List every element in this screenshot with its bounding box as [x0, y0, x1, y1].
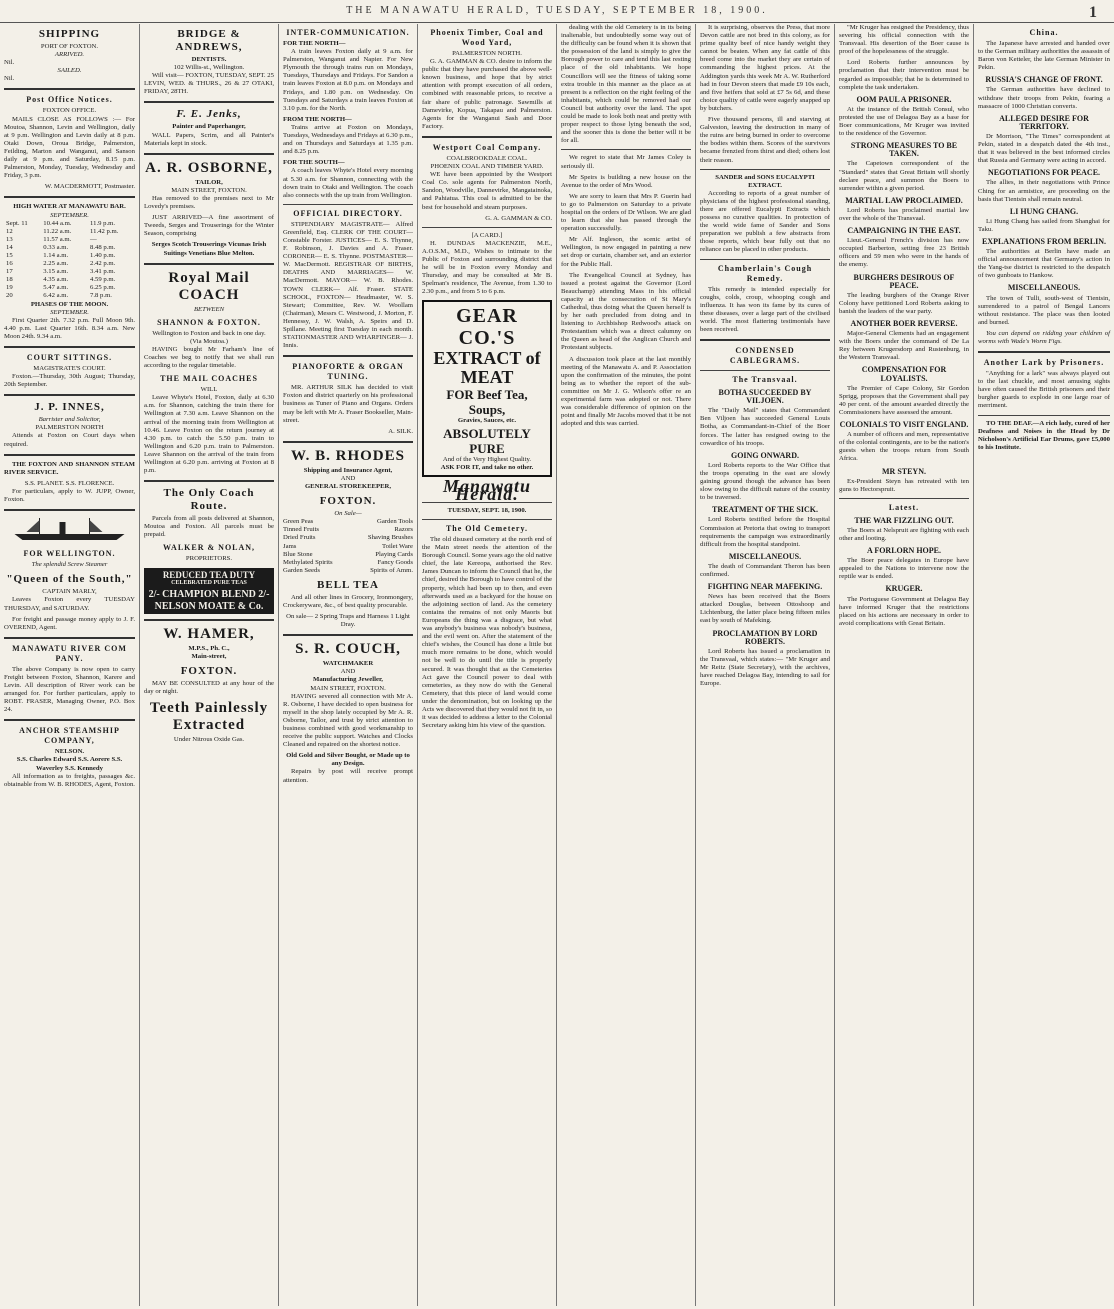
column-7 — [835, 24, 973, 1306]
post-office-heading: Post Office Notices. — [26, 95, 113, 105]
tide-row — [4, 244, 135, 252]
tide-cell: 5.47 a.m. — [43, 284, 69, 292]
tide-cell: 11.9 p.m. — [90, 219, 116, 227]
river-company-heading: MANAWATU RIVER COM PANY. — [12, 643, 127, 663]
goods-row — [283, 534, 413, 542]
goods-item: Dried Fruits — [283, 534, 316, 542]
news-paragraph: dealing with the old Cemetery is in its being inalienable, but undoubtedly some way out of the difficulty can be found when it is shown that the possession of the land is simply to give the Borough power to care and tend this last resting place of the old inhabitants. We hope Councillors will see the fitness of taking some extra trouble in this manner as the place as at present is a reflection on the right feeling of the inhabitants, which could be removed had our Council but authority over the land. The spot could be made to look both neat and pretty with proper respect to those lying beneath the sod, and the sooner this is done the better will it be for all. — [561, 24, 691, 145]
rhodes-store: GENERAL STOREKEEPER, — [304, 483, 392, 491]
strong-heading: STRONG MEASURES TO BE TAKEN. — [850, 141, 958, 159]
goods-row — [283, 543, 413, 551]
masthead — [0, 0, 1114, 23]
mail-will: WILL — [200, 386, 218, 394]
treatment-heading: TREATMENT OF THE SICK. — [712, 505, 818, 515]
hamer-body: MAY BE CONSULTED at any hour of the day or night. — [144, 680, 274, 696]
royal-mail-heading: Royal Mail COACH — [168, 269, 250, 303]
goods-item: Garden Seeds — [283, 566, 320, 574]
tide-cell: 11.22 a.m. — [43, 227, 72, 235]
tide-row — [4, 236, 135, 244]
tea-advert — [144, 568, 274, 614]
mail-purchased: HAVING bought Mr Farham's line of Coaches we beg to notify that we shall run according to the regular timetable. — [144, 345, 274, 370]
piano-sign: A. SILK. — [388, 427, 413, 435]
couch-sub: WATCHMAKER — [322, 660, 374, 668]
column-4 — [418, 24, 556, 1306]
goods-item: Methylated Spirits — [283, 558, 333, 566]
moon-heading: PHASES OF THE MOON. — [30, 300, 109, 308]
sailed-nil: Nil. — [4, 75, 15, 83]
goods-item: Shaving Brushes — [367, 534, 413, 542]
bell-tea: BELL TEA — [317, 578, 379, 591]
from-north-label: FROM THE NORTH— — [283, 115, 352, 123]
tide-cell: 1.14 a.m. — [43, 251, 69, 259]
column-1 — [0, 24, 139, 1306]
goods-row — [283, 567, 413, 575]
court-body: Foxton.—Thursday, 30th August; Thursday, 20th September. — [4, 373, 135, 389]
oom-heading: OOM PAUL A PRISONER. — [856, 94, 952, 104]
jenks-body: WALL Papers, Scrim, and all Painter's Materials kept in stock. — [144, 131, 274, 147]
tide-row — [4, 268, 135, 276]
mail-coaches: THE MAIL COACHES — [160, 374, 258, 384]
fizzling-heading: THE WAR FIZZLING OUT. — [854, 515, 954, 525]
tea-title: REDUCED TEA DUTY — [162, 569, 256, 580]
forlorn-heading: A FORLORN HOPE. — [866, 546, 941, 556]
timber-body: G. A. GAMMAN & CO. desire to inform the public that they have purchased the above well-known business, and hope that by strict attention with prompt execution of all orders, combined with reasonable prices, to receive a fair share of public patronage. Sawmills at Damevirke, Kopua, Takapau and Palmerston. Agents for the Wanganui Sash and Door Factory. — [422, 58, 552, 130]
going-body: Lord Roberts reports to the War Office that the troops operating in the east are slowly gaining ground though the advance has been slow owing to the difficult nature of the country to be traversed. — [700, 461, 830, 502]
wade-advert: You can depend on ridding your children of worms with Wade's Worm Figs. — [978, 329, 1110, 345]
deaf-advert: TO THE DEAF.—A rich lady, cured of her Deafness and Noises in the Head by Dr Nicholson's Artificial Ear Drums, gave £5,000 to his Institute. — [978, 419, 1110, 451]
fighting-heading: FIGHTING NEAR MAFEKING. — [707, 582, 823, 592]
cablegrams-heading: CONDENSED CABLEGRAMS. — [729, 346, 801, 366]
couch-repair: Repairs by post will receive prompt attention. — [283, 768, 413, 784]
couch-and: AND — [340, 668, 356, 676]
fizzling-body: The Boers at Nelspruit are fighting with each other and looting. — [839, 526, 969, 542]
tide-row — [4, 292, 135, 300]
tide-cell: — — [90, 235, 97, 243]
north-body: A train leaves Foxton daily at 9 a.m. for Palmerston, Wanganui and Napier. For New Plymouth the through trains run on Mondays, Tuesdays, Thursdays and Fridays. For Sandon a train leaves Foxton at 8.0 p.m. on Mondays and Fridays, and 1.80 p.m. on Wednesday. On Tuesdays and Saturdays a train leaves Foxton at 3.10 p.m. for the North. — [283, 48, 413, 112]
gear-extract: EXTRACT of MEAT — [433, 348, 541, 388]
misc-heading: MISCELLANEOUS. — [728, 551, 802, 561]
hamer-sub: M.P.S., Ph. C., — [188, 644, 230, 652]
rhodes-sub: Shipping and Insurance Agent, — [303, 466, 393, 474]
tea-sub: CELEBRATED PURE TEAS — [171, 579, 247, 586]
china-body: The Japanese have arrested and handed over to the German military authorities the assassin of Baron von Ketteler, the late German Minister in Pekin. — [978, 40, 1110, 72]
goods-item: Blue Stone — [283, 550, 313, 558]
compensation-heading: COMPENSATION FOR LOYALISTS. — [861, 365, 947, 383]
gear-guarantee: ABSOLUTELY PURE — [443, 425, 531, 456]
tide-cell: 0.33 a.m. — [43, 243, 69, 251]
westport-body: WE have been appointed by the Westport Coal Co. sole agents for Palmerston North, Sandon, Woodville, Dannevirke, Mangatainoka, and Pahiatua. This coal is admitted to be the best for household and steam purposes. — [422, 171, 552, 211]
gear-quality: And of the Very Highest Quality. — [442, 455, 532, 463]
teeth-sub: Under Nitrous Oxide Gas. — [173, 736, 245, 744]
tide-cell: 6.42 a.m. — [43, 292, 69, 300]
compensation-body: The Premier of Cape Colony, Sir Gordon Sprigg, proposes that the Government shall pay 40 per cent. of the amount awarded directly the Commissioners have assessed the amount. — [839, 384, 969, 416]
anchor-town: NELSON. — [54, 748, 85, 756]
tide-cell: 16 — [6, 260, 13, 268]
tide-cell: 1.40 p.m. — [90, 251, 116, 259]
goods-item: Jams — [283, 542, 297, 550]
tide-cell: 10.44 a.m. — [43, 219, 72, 227]
tide-cell: 11.57 a.m. — [43, 235, 72, 243]
martial-body: Lord Roberts has proclaimed martial law over the whole of the Transvaal. — [839, 206, 969, 222]
osborne-arrived: JUST ARRIVED—A fine assortment of Tweeds, Serges and Trouserings for the Winter Season, comprising — [144, 214, 274, 238]
negotiations-heading: NEGOTIATIONS FOR PEACE. — [987, 168, 1101, 178]
tide-table — [4, 220, 135, 301]
goods-row — [283, 559, 413, 567]
south-body: A coach leaves Whyte's Hotel every morning at 5.30 a.m. for Shannon, connecting with the down train to Otaki and Wellington. The coach also connects with the up train from Wellington. — [283, 167, 413, 199]
tide-cell: 18 — [6, 276, 13, 284]
news-paragraph: Mr Alf. Ingleson, the scenic artist of Wellington, is now engaged in painting a new set drop or curtain, chamber set, and an exterior for the Public Hall. — [561, 236, 691, 268]
transvaal-heading: The Transvaal. — [732, 375, 798, 385]
steyn-heading: MR STEYN. — [881, 466, 926, 476]
rhodes-body: And all other lines in Grocery, Ironmongery, Crockeryware, &c., of best quality procurable. — [283, 593, 413, 609]
timber-town: PALMERSTON NORTH. — [452, 50, 522, 57]
sander-heading: SANDER and SONS EUCALYPTI EXTRACT. — [715, 173, 815, 189]
botha-body: The "Daily Mail" states that Commandant Ben Viljoen has succeeded General Louis Botha, as Commandant-in-Chief of the Boer forces. The latter has resigned owing to the cowardice of his troops. — [700, 407, 830, 447]
misc8-body: The town of Tulli, south-west of Tientsin, surrendered to a patrol of Bengal Lancers without resistance. The place was then looted and burned. — [978, 294, 1110, 326]
goods-item: Tinned Fruits — [283, 526, 319, 534]
steam-contact: For particulars, apply to W. JUPP, Owner, Foxton. — [4, 487, 135, 504]
tea-firm: NELSON MOATE & Co. — [154, 600, 264, 612]
going-heading: GOING ONWARD. — [730, 450, 799, 460]
postmaster: W. MACDERMOTT, Postmaster. — [44, 183, 135, 191]
column-8 — [974, 24, 1114, 1306]
westport-sub: COALBROOKDALE COAL. — [446, 154, 528, 162]
gear-title: GEAR CO.'S — [456, 305, 518, 350]
bridge-body: Will visit— FOXTON, TUESDAY, SEPT. 25 LEVIN, WED. & THURS., 26 & 27 OTAKI, FRIDAY, 28TH. — [144, 72, 274, 96]
arrived-nil: Nil. — [4, 59, 15, 67]
innes-sub: Barrister and Solicitor, — [38, 416, 101, 424]
news-paragraph: "Mr Kruger has resigned the Presidency, thus severing his official connection with the Transvaal. His desertion of the Boer cause is proof of the hopelessness of the struggle. — [839, 24, 969, 56]
couch-jeweller: Manufacturing Jeweller, — [313, 676, 383, 684]
anchor-body: All information as to freights, passages &c. obtainable from W. B. RHODES, Agent, Foxton. — [4, 772, 135, 788]
steyn-body: Ex-President Steyn has retreated with ten guns to Hectorspruit. — [839, 477, 969, 493]
issue-date: TUESDAY, SEPT. 18, 1900. — [447, 506, 527, 514]
tide-cell: 6.25 p.m. — [90, 284, 116, 292]
gear-for: FOR Beef Tea, Soups, — [446, 387, 528, 418]
queen-contact: For freight and passage money apply to J. F. OVEREND, Agent. — [4, 615, 135, 631]
mail-times: Leave Whyte's Hotel, Foxton, daily at 6.30 a.m. for Shannon, catching the train there for Wellington at 7.30 a.m. Leave Shannon on the arrival of the morning train from Wellington at 10.46. Leave Foxton on the return journey at 4.30 p.m. to catch the 5.50 p.m. train to Wellington and 6.20 p.m. train to Palmerston. Leave Shannon on the arrival of the train from Wellington at 6.20 p.m. arriving at Foxton at 8 p.m. — [144, 394, 274, 475]
goods-row — [283, 551, 413, 559]
strong-body: The Capetown correspondent of the "Standard" states that Great Britain will shortly declare peace, and summon the Boers to surrender within a given period. — [839, 160, 969, 192]
alleged-heading: ALLEGED DESIRE FOR TERRITORY. — [999, 113, 1089, 131]
alleged-body: Dr Morrison, "The Times" correspondent at Pekin, stated in a despatch dated the 4th inst., that it was believed in the best informed circles that Russia and Germany were acting in accord. — [978, 132, 1110, 165]
page-number: 1 — [1089, 4, 1100, 21]
tide-cell: 13 — [6, 235, 13, 243]
piano-body: MR. ARTHUR SILK has decided to visit Foxton and district quarterly on his professional business as Tuner of Piano and Organs. Orders may be left with Mr A. Fraser Bookseller, Main-street. — [283, 384, 413, 424]
post-office-body: MAILS CLOSE AS FOLLOWS :— For Moutoa, Shannon, Levin and Wellington, daily at 9 p.m. Wellington and Levin daily at 8 p.m. Otaki Down, Oroua Bridge, Palmerston, Feilding, Marton and Wanganui, and Sanson daily at 9 p.m. and Saturday, 8.15 p.m. Palmerston, Monday, Tuesday, Wednesday and Friday, 3 p.m. — [4, 115, 135, 180]
screw-steamer: The splendid Screw Steamer — [31, 561, 108, 569]
proclamation-body: Lord Roberts has issued a proclamation in the Transvaal, which states:— "Mr Kruger and Mr Reitz (State Secretary), with the archives, have reached Delagoa Bay, intending to sail for Europe. — [700, 647, 830, 688]
tide-row — [4, 260, 135, 268]
goods-item: Razors — [394, 526, 413, 534]
negotiations-body: The allies, in their negotiations with Prince Ching for an armistice, are proceeding on the basis that Tientsin shall remain neutral. — [978, 179, 1110, 203]
tide-cell: 12 — [6, 227, 13, 235]
goods-row — [283, 526, 413, 534]
bridge-address: 102 Willis-st., Wellington. — [173, 64, 245, 72]
gear-advert — [422, 300, 552, 476]
innes-town: PALMERSTON NORTH — [35, 424, 104, 432]
news-paragraph: A discussion took place at the last monthly meeting of the Manawatu A. and P. Association upon the confirmation of the minutes, the point being as to whether the report of the sub-committee on Mr J. G. Wilson's offer re an experimental farm was adopted or not. There was considerable difference of opinion on the point and finally Mr Jacobs moved that it be not adopted and this was carried. — [561, 355, 691, 428]
tide-cell: 7.8 p.m. — [90, 292, 112, 300]
osborne-body: Has removed to the premises next to Mr Lovedy's premises. — [144, 194, 274, 211]
westport-line: PHOENIX COAL AND TIMBER YARD. — [430, 163, 544, 171]
steam-service-heading: THE FOXTON AND SHANNON STEAM RIVER SERVICE. — [4, 460, 135, 476]
campaign-heading: CAMPAIGNING IN THE EAST. — [847, 226, 961, 236]
tide-row — [4, 220, 135, 228]
lark-heading: Another Lark by Prisoners. — [983, 358, 1105, 368]
martial-heading: MARTIAL LAW PROCLAIMED. — [845, 195, 963, 205]
osborne-town: MAIN STREET, FOXTON. — [171, 186, 247, 194]
tide-row — [4, 284, 135, 292]
couch-gold: Old Gold and Silver Bought, or Made up to any Design. — [286, 752, 410, 768]
tide-cell: 11.42 p.m. — [90, 227, 119, 235]
chamberlain-heading: Chamberlain's Cough Remedy. — [717, 263, 813, 283]
mail-between: BETWEEN — [193, 305, 225, 313]
gear-ask: ASK FOR IT, and take no other. — [440, 463, 534, 471]
goods-item: Green Peas — [283, 518, 314, 526]
tide-row — [4, 228, 135, 236]
rhodes-onsale: On sale— 2 Spring Traps and Harness 1 Light Dray. — [286, 613, 410, 629]
tide-cell: 3.15 a.m. — [43, 268, 69, 276]
tide-cell: 3.41 p.m. — [90, 268, 116, 276]
reverse-heading: ANOTHER BOER REVERSE. — [850, 319, 958, 328]
hamer-heading: W. HAMER, — [163, 625, 255, 642]
colonials-body: A number of officers and men, representative of the colonial contingents, are to be the nation's guests when the troops return from South Africa. — [839, 431, 969, 463]
only-coach-body: Parcels from all posts delivered at Shannon, Moutoa and Foxton. All parcels must be prepaid. — [144, 515, 274, 539]
misc-body: The death of Commandant Theron has been confirmed. — [700, 562, 830, 578]
innes-heading: J. P. INNES, — [34, 401, 105, 414]
osborne-heading: A. R. OSBORNE, — [145, 159, 273, 176]
burghers-body: The leading burghers of the Orange River Colony have petitioned Lord Roberts asking to banish the leaders of the war party. — [839, 291, 969, 315]
rhodes-town: FOXTON. — [319, 495, 377, 508]
goods-item: Spirits of Amm. — [370, 566, 413, 574]
river-company-body: The above Company is now open to carry Freight between Foxton, Shannon, Karere and Levin. All description of River work can be arranged for. For further particulars, apply to ROBT. FRASER, Managing Owner, P.O. Box 24. — [4, 665, 135, 714]
piano-heading: PIANOFORTE & ORGAN TUNING. — [292, 362, 404, 382]
sailed-label: SAILED. — [57, 67, 82, 75]
treatment-body: Lord Roberts testified before the Hospital Commission at Pretoria that owing to transport requirements the campaign was extraordinarily difficult from the hospital standpoint. — [700, 516, 830, 548]
teeth-heading: Teeth Painlessly Extracted — [149, 700, 269, 734]
anchor-ships: S.S. Charles Edward S.S. Aorere S.S. Waverley S.S. Kennedy — [16, 756, 123, 772]
column-6 — [696, 24, 834, 1306]
chamberlain-body: This remedy is intended especially for coughs, colds, croup, whooping cough and influenza. It has won its fame by its cures of these diseases, over a large part of the civilised world. The most flattering testimonials have been received. — [700, 285, 830, 333]
news-paragraph: Lord Roberts further announces by proclamation that their intervention must be regarded as impossible; that he is determined to complete the task undertaken. — [839, 59, 969, 91]
burghers-heading: BURGHERS DESIROUS OF PEACE. — [853, 272, 955, 290]
steam-boats: S.S. PLANET. S.S. FLORENCE. — [24, 479, 115, 487]
tide-cell: 4.59 p.m. — [90, 276, 116, 284]
tea-champion: 2/- CHAMPION BLEND 2/- — [148, 588, 270, 600]
rhodes-sale: On Sale— — [334, 510, 362, 518]
rhodes-heading: W. B. RHODES — [291, 447, 405, 464]
botha-heading: BOTHA SUCCEEDED BY VILJOEN. — [718, 388, 812, 406]
berlin-heading: EXPLANATIONS FROM BERLIN. — [981, 236, 1107, 246]
tide-row — [4, 276, 135, 284]
captain: CAPTAIN MARLY, — [42, 588, 97, 596]
column-3 — [279, 24, 417, 1306]
proclamation-heading: PROCLAMATION BY LORD ROBERTS. — [712, 628, 818, 646]
goods-item: Garden Tools — [377, 518, 413, 526]
tide-heading: HIGH WATER AT MANAWATU BAR. — [13, 203, 126, 211]
herald-masthead: Manawatu Herald. — [442, 475, 532, 504]
tide-cell: Sept. 11 — [6, 219, 28, 227]
couch-town: MAIN STREET, FOXTON. — [310, 684, 386, 692]
news-paragraph: Five thousand persons, ill and starving at Galveston, leaving the destruction in many of the ruins are being burned in order to overcome the bodies within them. Scores of the survivors became frenzied from thirst and died; others lost their reason. — [700, 116, 830, 164]
westport-heading: Westport Coal Company. — [432, 142, 542, 152]
sander-body: According to reports of a great number of physicians of the highest professional standing, there are offered Eucalypti Extracts which possess no curative qualities. In protection of the world wide fame of Sander and Sons preparation we publish a few abstracts from those reports, which bear fully out that no reliance can be placed in other products. — [700, 189, 830, 254]
official-directory-heading: OFFICIAL DIRECTORY. — [293, 208, 403, 218]
news-paragraph: We are sorry to learn that Mrs P. Guerin had to go to Palmerston on Saturday to a private hospital on the orders of Dr Wilson. We are glad to learn that she has passed through the operation successfully. — [561, 192, 691, 233]
port-heading: PORT OF FOXTON. — [40, 43, 99, 50]
south-label: FOR THE SOUTH— — [283, 159, 345, 167]
russia-body: The German authorities have declined to withdraw their troops from Pekin, fearing a massacre of 1000 Christian converts. — [978, 86, 1110, 110]
steamship-icon — [4, 516, 135, 542]
couch-heading: S. R. COUCH, — [295, 641, 401, 658]
reverse-body: Major-General Clements had an engagement with the Boers under the command of De La Rey between Krugersdorp and Rustenburg, in the Western Transvaal. — [839, 330, 969, 362]
masthead-text: THE MANAWATU HERALD, TUESDAY, SEPTEMBER 18, 1900. — [346, 5, 768, 16]
goods-item: Fancy Goods — [377, 558, 413, 566]
goods-item: Playing Cards — [375, 550, 413, 558]
colonials-heading: COLONIALS TO VISIT ENGLAND. — [839, 420, 969, 430]
hamer-street: Main-street, — [191, 653, 227, 661]
tide-row — [4, 252, 135, 260]
walker-nolan: WALKER & NOLAN, — [162, 543, 256, 553]
arrived-label: ARRIVED. — [54, 51, 85, 59]
osborne-goods: Serges Scotch Trouserings Vicunas Irish Suitings Venetians Blue Melton. — [151, 241, 267, 257]
column-5 — [557, 24, 695, 1306]
news-paragraph: Mr Speirs is building a new house on the Avenue to the order of Mrs Wood. — [561, 173, 691, 189]
fighting-body: News has been received that the Boers attacked Douglas, between Ottoshoop and Lichtenburg, the latter place being fifteen miles east by south of Mafeking. — [700, 593, 830, 625]
campaign-body: Lieut.-General French's division has now occupied Barberton, setting free 23 British officers and 59 men who were in the hands of the enemy. — [839, 237, 969, 269]
misc8-heading: MISCELLANEOUS. — [1007, 283, 1081, 293]
li-hung-body: Li Hung Chang has sailed from Shanghai for Taku. — [978, 217, 1110, 233]
card-label: [A CARD.] — [471, 231, 503, 239]
tide-cell: 4.35 a.m. — [43, 276, 69, 284]
tide-cell: 20 — [6, 292, 13, 300]
tide-cell: 15 — [6, 251, 13, 259]
anchor-heading: ANCHOR STEAMSHIP COMPANY, — [19, 726, 120, 746]
official-directory-body: STIPENDIARY MAGISTRATE— Alfred Greenfield, Esq. CLERK OF THE COURT— Constable Forster. JUSTICES— E. S. Thynne, F. Robinson, J. Davies and A. Fraser. CORONER— E. S. Thynne. POSTMASTER— W. MacDermott. REGISTRAR OF BIRTHS, DEATHS AND MARRIAGES— W. MacDermott. MAYOR— W. B. Rhodes. TOWN CLERK— Alf. Fraser. STATE SCHOOL, FOXTON— Headmaster, W. S. Stewart; Committee, Rev. W. Woollam (Chairman), Messrs C. Westwood, J. Morton, F. Hennessy, J. W. Walsh, A. Speirs and D. Spillane. Meeting first Tuesday in each month. STATIONMASTER AND WHARFINGER— J. Innis. — [283, 220, 413, 350]
russia-heading: RUSSIA'S CHANGE OF FRONT. — [985, 75, 1103, 85]
mail-body: Wellington to Foxton and back in one day. — [152, 329, 266, 337]
moon-body: First Quarter 2th. 7.32 p.m. Full Moon 9th. 4.40 p.m. Last Quarter 16th. 8.34 a.m. New Moon 24th. 9.34 a.m. — [4, 316, 135, 340]
column-2 — [140, 24, 278, 1306]
forlorn-body: The Boer peace delegates in Europe have appealed to the Nations to intervene now the reptile war is ended. — [839, 557, 969, 581]
moon-month: SEPTEMBER. — [50, 308, 89, 316]
inter-communication-heading: INTER-COMMUNICATION. — [286, 28, 410, 37]
queen-of-south: "Queen of the South," — [6, 573, 133, 586]
goods-row — [283, 518, 413, 526]
li-hung-heading: LI HUNG CHANG. — [1009, 206, 1079, 216]
couch-body: HAVING severed all connection with Mr A. R. Osborne, I have decided to open business for myself in the shop lately occupied by Mr A. R. Osborne, Tailor, and trust by strict attention to business combined with good workmanship to receive the public support. Watches and Clocks Cleaned and repaired on the shortest notice. — [283, 692, 413, 749]
goods-item: Toilet Ware — [382, 542, 413, 550]
latest-heading: Latest. — [888, 502, 920, 512]
hamer-town: FOXTON. — [180, 665, 238, 678]
news-paragraph: We regret to state that Mr James Coley is seriously ill. — [561, 154, 691, 170]
kruger-heading: KRUGER. — [885, 584, 923, 594]
court-sub: MAGISTRATE'S COURT. — [33, 365, 106, 372]
rhodes-goods-list — [283, 518, 413, 575]
tide-cell: 2.42 p.m. — [90, 260, 116, 268]
tide-month: SEPTEMBER. — [50, 211, 89, 219]
bridge-andrews-heading: BRIDGE & ANDREWS, — [175, 28, 243, 53]
berlin-body: The authorities at Berlin have made an official announcement that Germany's action in the Yang-tse district is restricted to the despatch of two gunboats to Hankow. — [978, 248, 1110, 280]
osborne-sub: TAILOR, — [195, 178, 223, 186]
north-label: FOR THE NORTH— — [283, 40, 346, 47]
rhodes-and: AND — [340, 474, 356, 482]
walker-sub: PROPRIETORS. — [185, 555, 233, 563]
innes-body: Attends at Foxton on Court days when required. — [4, 432, 135, 448]
court-heading: COURT SITTINGS. — [26, 353, 113, 362]
news-paragraph: The Evangelical Council at Sydney, has issued a protest against the Governor (Lord Beauchamp) attending Mass in his official capacity at the consecration of St Mary's Cathedral, thus doing what the Queen herself is by her oath precluded from doing and in listening to Archbishop Redwood's attack on Protestantism which was a direct calumny on the Queen as head of the Anglican Church and Protestant subjects. — [561, 271, 691, 352]
timber-heading: Phoenix Timber, Coal and Wood Yard, — [430, 28, 544, 47]
wellington-heading: FOR WELLINGTON. — [23, 549, 116, 559]
china-heading: China. — [1029, 28, 1059, 37]
tide-cell: 14 — [6, 243, 13, 251]
jenks-sub: Painter and Paperhanger, — [172, 123, 246, 131]
gear-gravies: Gravies, Sauces, etc. — [457, 417, 517, 425]
tide-cell: 8.48 p.m. — [90, 243, 116, 251]
news-paragraph: It is surprising, observes the Press, that more Devon cattle are not bred in this colony, as for prime quality beef of nice handy weight they cannot be beaten. When any fat cattle of this breed come into the market they are certain of commanding the highest prices. At the Addington yards this week Mr A. W. Rutherford had in four Devon steers that made £9 10s each, and five heifers that sold at £7 5s 6d, and these choice quality of cattle were eagerly snapped up by butchers. — [700, 24, 830, 112]
tide-cell: 19 — [6, 284, 13, 292]
cemetery-body: The old disused cemetery at the north end of the Main street needs the attention of the Borough Council. Some years ago the old native chief, the late Kereopa, authorised the Rev. James Duncan to inform the Council that he, the chief, desired the Borough to have control of the property, which had been up to then, and even afterwards used as a backyard for the house on the adjoining section of land. As the cemetery contains the remains of not only Maoris but Europeans the thing was a disgrace, but what was anybody's business was nobody's business, and the evil went on. After the statement of the chief's wishes, the Council has done a little but much more remains to be done, which would not be well to do until the title is properly secured. It was thought that as the Cemeteries Act gave the Council power to deal with cemeteries, as they now do with the General Cemetery, that this piece of land would come under the denomination, but on looking up the Acts we discovered that they would not fit in, so it was decided to address a letter to the Colonial Secretary asking him his view of the question. — [422, 536, 553, 730]
cemetery-heading: The Old Cemetery. — [445, 524, 529, 533]
from-north-body: Trains arrive at Foxton on Mondays, Tuesdays, Wednesdays and Fridays at 6.30 p.m., and on Thursdays and Saturdays at 1.35 p.m. and 8.25 p.m. — [283, 123, 413, 156]
jenks-heading: F. E. Jenks, — [176, 108, 242, 121]
kruger-body: The Portuguese Government at Delagoa Bay have informed Kruger that the restrictions placed on his actions are necessary in order to avoid complications with Great Britain. — [839, 595, 969, 627]
queen-body: Leaves Foxton every TUESDAY THURSDAY, and SATURDAY. — [4, 596, 135, 612]
lark-body: "Anything for a lark" was always played out to the last chuckle, and most amusing sights have often caused the British prisoners and their burgher guards to explode in one large roar of merriment. — [978, 370, 1110, 410]
mail-route: SHANNON & FOXTON. — [157, 317, 261, 327]
shipping-heading: SHIPPING — [38, 28, 101, 40]
dundas-body: H. DUNDAS MACKENZIE, M.E., A.O.S.M., M.D., Wishes to intimate to the Public of Foxton and surrounding district that he will be in Foxton every Monday and Thursday, and may be consulted at Mr B. Spelman's residence, The Avenue, from 1.30 to 2.30 p.m., and from 5 to 6 p.m. — [422, 239, 552, 296]
oom-body: At the instance of the British Consul, who protested the use of Delagoa Bay as a base for Boer communications, Mr Kruger was invited to the residence of the Governor. — [839, 105, 969, 138]
only-coach-heading: The Only Coach Route. — [163, 487, 255, 513]
mail-via: (Via Moutoa.) — [190, 337, 228, 345]
bridge-sub: DENTISTS. — [191, 56, 227, 63]
tide-cell: 17 — [6, 268, 13, 276]
post-office-sub: FOXTON OFFICE. — [42, 107, 97, 115]
westport-sign: G. A. GAMMAN & CO. — [485, 214, 552, 222]
tide-cell: 2.25 a.m. — [43, 260, 69, 268]
